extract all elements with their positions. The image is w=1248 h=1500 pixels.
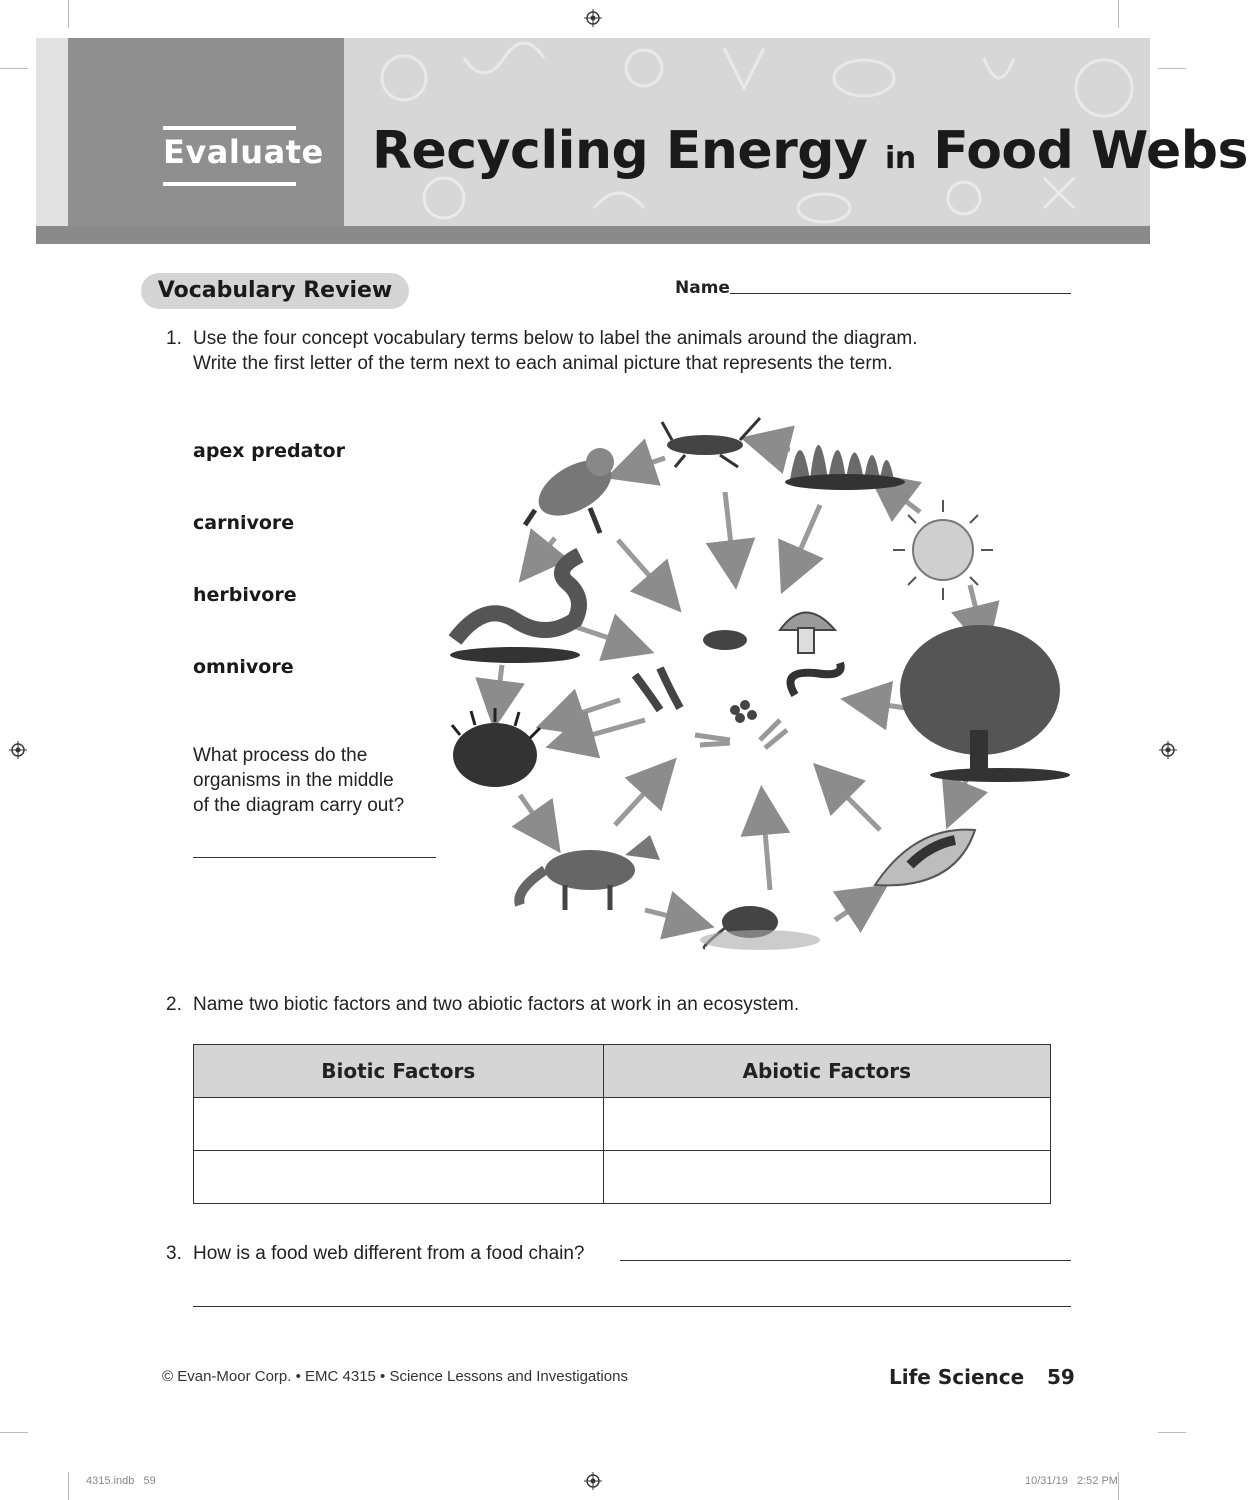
table-row [194, 1151, 1051, 1204]
arrow-decomposers-to-hedgehog [545, 700, 620, 725]
grasshopper-icon [662, 418, 760, 467]
tree-icon [900, 625, 1070, 782]
term-herbivore: herbivore [193, 584, 297, 606]
arrow-bird-to-decomposers [618, 540, 675, 605]
registration-mark-icon [1159, 741, 1177, 759]
sun-icon [893, 500, 993, 600]
table-header-row [194, 1045, 1051, 1098]
arrow-caterpillar-to-decomposers [820, 770, 880, 830]
q3-answer-line-2[interactable] [193, 1306, 1071, 1307]
process-question-line-1: What process do the [193, 745, 368, 766]
snake-icon [450, 555, 580, 663]
vocabulary-review-label: Vocabulary Review [141, 273, 409, 309]
process-question-line-3: of the diagram carry out? [193, 795, 405, 816]
slug-date: 10/31/19 2:52 PM [1025, 1475, 1118, 1487]
subject-label: Life Science [889, 1365, 1025, 1389]
registration-mark-icon [584, 1472, 602, 1490]
banner-edge [36, 38, 68, 226]
grass-icon [785, 445, 905, 490]
abiotic-answer-cell[interactable] [603, 1098, 1051, 1151]
title-part-2: in [885, 141, 916, 176]
arrow-grasshopper-to-bird [615, 458, 665, 475]
table-row [194, 1098, 1051, 1151]
term-omnivore: omnivore [193, 656, 294, 678]
name-label: Name [675, 278, 730, 298]
copyright-text: © Evan-Moor Corp. • EMC 4315 • Science Lessons and Investigations [162, 1368, 628, 1385]
banner-bottom-strip [36, 226, 1150, 244]
q1-line-2: Write the first letter of the term next to each animal picture that represents the term. [193, 353, 893, 374]
arrow-fox-to-mouse [645, 910, 705, 925]
factors-table [193, 1044, 1051, 1204]
arrow-grass-to-decomposers [785, 505, 820, 585]
name-answer-line[interactable] [730, 293, 1071, 294]
title-part-3: Food Webs [933, 121, 1248, 181]
mushroom-icon [780, 613, 835, 654]
arrow-decomposers-to-hedgehog-2 [555, 720, 645, 745]
arrow-grasshopper-to-decomposers [725, 492, 735, 580]
q2-number: 2. [166, 994, 182, 1015]
term-apex-predator: apex predator [193, 440, 345, 462]
process-answer-line[interactable] [193, 857, 436, 858]
q2-text: Name two biotic factors and two abiotic factors at work in an ecosystem. [193, 994, 800, 1015]
q3-text: How is a food web different from a food chain? [193, 1243, 585, 1264]
q3-number: 3. [166, 1243, 182, 1264]
crop-mark [0, 68, 28, 69]
arrow-grass-to-grasshopper [750, 440, 790, 450]
crop-mark [1118, 1472, 1119, 1500]
arrow-mouse-to-decomposers [762, 795, 770, 890]
arrow-hedgehog-to-fox [520, 795, 555, 845]
crop-mark [68, 1472, 69, 1500]
biotic-answer-cell[interactable] [194, 1098, 604, 1151]
q1-line-1: Use the four concept vocabulary terms below to label the animals around the diagram. [193, 328, 918, 349]
bird-icon [525, 448, 621, 533]
registration-mark-icon [584, 9, 602, 27]
caterpillar-leaf-icon [875, 830, 975, 886]
title-part-1: Recycling Energy [372, 121, 868, 181]
q1-number: 1. [166, 328, 182, 349]
food-web-diagram [440, 400, 1080, 980]
crop-mark [1118, 0, 1119, 28]
arrow-mouse-to-caterpillar [835, 890, 880, 920]
term-carnivore: carnivore [193, 512, 295, 534]
crop-mark [68, 0, 69, 28]
process-question-line-2: organisms in the middle [193, 770, 394, 791]
arrow-bird-to-snake [525, 538, 555, 575]
registration-mark-icon [9, 741, 27, 759]
crop-mark [1158, 1432, 1186, 1433]
q3-answer-line-1[interactable] [620, 1260, 1071, 1261]
abiotic-answer-cell[interactable] [603, 1151, 1051, 1204]
mouse-icon [700, 906, 820, 950]
crop-mark [1158, 68, 1186, 69]
abiotic-factors-header: Abiotic Factors [603, 1045, 1051, 1098]
fox-icon [519, 835, 660, 910]
slug-file: 4315.indb 59 [86, 1475, 156, 1487]
page-title [372, 116, 1248, 186]
hedgehog-icon [452, 708, 540, 787]
section-label: Evaluate [163, 126, 296, 186]
arrow-snake-to-decomposers [570, 625, 645, 650]
crop-mark [0, 1432, 28, 1433]
biotic-answer-cell[interactable] [194, 1151, 604, 1204]
biotic-factors-header: Biotic Factors [194, 1045, 604, 1098]
arrow-fox-to-decomposers [615, 765, 670, 825]
page-number: 59 [1047, 1365, 1075, 1389]
